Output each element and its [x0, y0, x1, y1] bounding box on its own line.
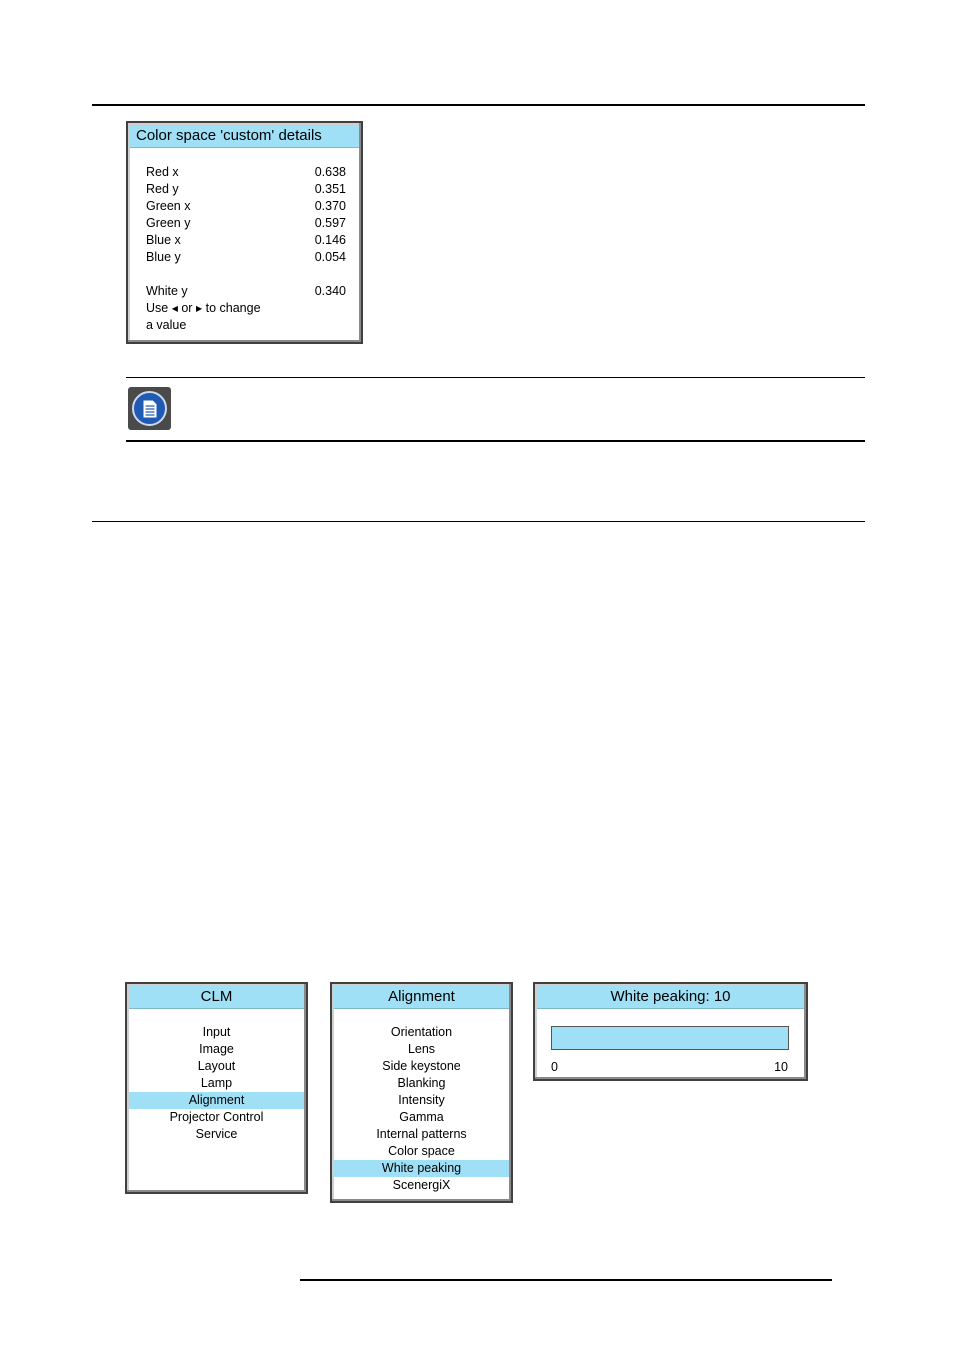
adjust-hint — [146, 300, 346, 334]
menu-item-white-peaking[interactable]: White peaking — [334, 1160, 509, 1177]
hint-line2: a value — [146, 318, 187, 333]
menu-item-service[interactable]: Service — [195, 1127, 238, 1141]
green-x-row[interactable] — [146, 198, 346, 215]
alignment-menu-title: Alignment — [334, 986, 509, 1009]
menu-item-input[interactable]: Input — [202, 1025, 231, 1039]
hint-use: Use — [146, 301, 169, 315]
menu-item-internal-patterns[interactable]: Internal patterns — [376, 1127, 467, 1141]
row-value: 0.638 — [314, 165, 346, 179]
row-value: 0.597 — [314, 216, 346, 230]
menu-item-image[interactable]: Image — [199, 1042, 234, 1056]
menu-item-orientation[interactable]: Orientation — [390, 1025, 453, 1039]
row-label: Blue y — [146, 250, 181, 264]
row-label: Red x — [146, 165, 179, 179]
alignment-menu-window — [330, 982, 513, 1203]
menu-item-layout[interactable]: Layout — [197, 1059, 236, 1073]
row-label: Red y — [146, 182, 179, 196]
hint-or: or — [181, 301, 193, 315]
menu-item-lamp[interactable]: Lamp — [200, 1076, 233, 1090]
white-peaking-title: White peaking: 10 — [537, 986, 804, 1009]
row-label: Green x — [146, 199, 191, 213]
note-top-rule — [126, 377, 865, 378]
row-value: 0.146 — [314, 233, 346, 247]
menu-item-intensity[interactable]: Intensity — [398, 1093, 445, 1107]
footer-rule — [300, 1279, 832, 1281]
row-value: 0.054 — [314, 250, 346, 264]
white-peaking-slider[interactable] — [551, 1026, 789, 1050]
blue-x-row[interactable] — [146, 232, 346, 249]
menu-item-lens[interactable]: Lens — [407, 1042, 436, 1056]
menu-item-gamma[interactable]: Gamma — [399, 1110, 444, 1124]
row-value: 0.351 — [314, 182, 346, 196]
white-peaking-slider-fill — [552, 1027, 788, 1049]
clm-menu-list — [129, 1024, 304, 1143]
red-x-row[interactable] — [146, 164, 346, 181]
slider-min-label: 0 — [551, 1060, 558, 1074]
right-arrow-icon: ▶ — [195, 304, 203, 314]
menu-item-blanking[interactable]: Blanking — [397, 1076, 446, 1090]
hint-to-change: to change — [205, 301, 261, 315]
row-label: Green y — [146, 216, 191, 230]
left-arrow-icon: ◀ — [171, 304, 178, 314]
row-label: White y — [146, 284, 188, 298]
menu-item-alignment[interactable]: Alignment — [129, 1092, 304, 1109]
alignment-menu-list — [334, 1024, 509, 1194]
clm-menu-window — [125, 982, 308, 1194]
row-label: Blue x — [146, 233, 181, 247]
white-peaking-window — [533, 982, 808, 1081]
note-bottom-rule — [126, 440, 865, 442]
slider-max-label: 10 — [774, 1060, 788, 1074]
menu-item-color-space[interactable]: Color space — [388, 1144, 455, 1158]
section-rule — [92, 521, 865, 522]
menu-item-projector-control[interactable]: Projector Control — [169, 1110, 264, 1124]
row-value: 0.340 — [314, 284, 346, 298]
green-y-row[interactable] — [146, 215, 346, 232]
note-document-icon — [128, 387, 171, 430]
red-y-row[interactable] — [146, 181, 346, 198]
menu-item-side-keystone[interactable]: Side keystone — [382, 1059, 461, 1073]
color-space-details-title: Color space 'custom' details — [130, 125, 359, 148]
clm-menu-title: CLM — [129, 986, 304, 1009]
color-space-details-window — [126, 121, 363, 344]
row-value: 0.370 — [314, 199, 346, 213]
menu-item-scenergix[interactable]: ScenergiX — [392, 1178, 451, 1192]
blue-y-row[interactable] — [146, 249, 346, 266]
header-rule — [92, 104, 865, 106]
white-y-row[interactable] — [146, 283, 346, 300]
